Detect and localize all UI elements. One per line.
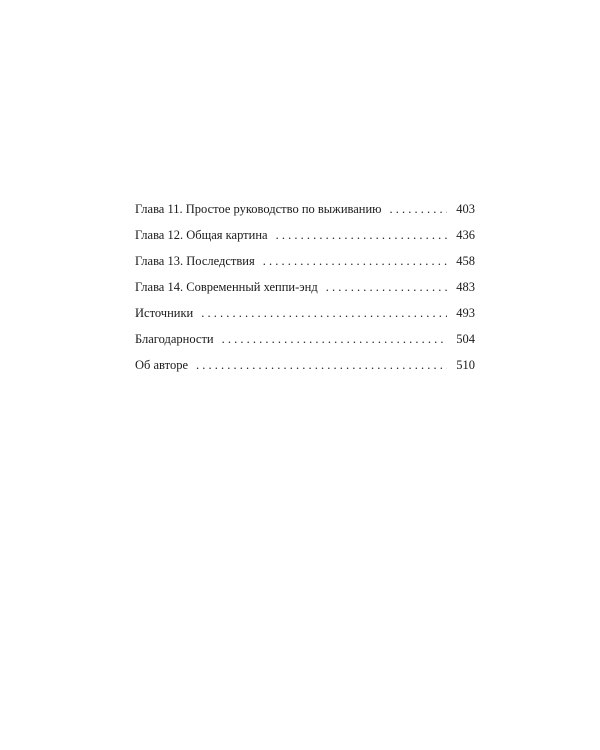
toc-entry-title: Глава 12. Общая картина <box>135 228 268 242</box>
toc-dot-leader <box>201 306 447 321</box>
table-of-contents <box>135 202 475 384</box>
toc-dot-leader <box>263 254 447 269</box>
toc-entry-title: Об авторе <box>135 358 188 372</box>
toc-entry-acknowledgements <box>135 332 475 358</box>
toc-entry-page-number: 504 <box>456 332 475 346</box>
toc-dot-leader <box>222 332 447 347</box>
toc-dot-leader <box>196 358 447 373</box>
toc-entry-about-author <box>135 358 475 384</box>
toc-entry-chapter-11 <box>135 202 475 228</box>
toc-entry-page-number: 458 <box>456 254 475 268</box>
toc-entry-chapter-12 <box>135 228 475 254</box>
toc-entry-page-number: 493 <box>456 306 475 320</box>
toc-entry-title: Глава 11. Простое руководство по выживанию <box>135 202 382 216</box>
toc-entry-title: Благодарности <box>135 332 214 346</box>
toc-entry-page-number: 403 <box>456 202 475 216</box>
toc-dot-leader <box>390 202 447 217</box>
toc-dot-leader <box>276 228 447 243</box>
toc-entry-page-number: 436 <box>456 228 475 242</box>
toc-dot-leader <box>326 280 447 295</box>
toc-entry-page-number: 483 <box>456 280 475 294</box>
toc-entry-chapter-13 <box>135 254 475 280</box>
toc-entry-title: Источники <box>135 306 194 320</box>
toc-entry-page-number: 510 <box>456 358 475 372</box>
toc-entry-title: Глава 14. Современный хеппи-энд <box>135 280 318 294</box>
toc-entry-chapter-14 <box>135 280 475 306</box>
toc-entry-title: Глава 13. Последствия <box>135 254 255 268</box>
toc-entry-sources <box>135 306 475 332</box>
